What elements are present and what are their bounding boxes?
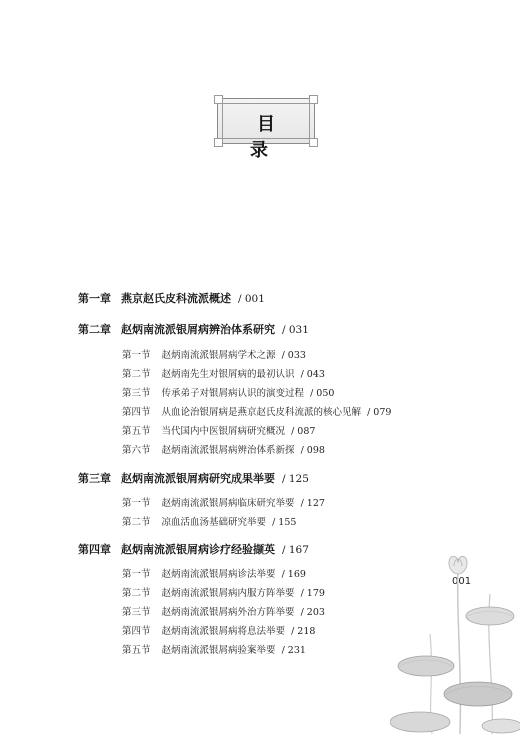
chapter-title: 赵炳南流派银屑病诊疗经验撷英: [121, 543, 275, 556]
section-title: 赵炳南流派银屑病临床研究举要: [161, 498, 295, 509]
section-page: / 169: [281, 569, 306, 580]
frame-corner-ornament: [214, 95, 223, 104]
chapter-page: / 167: [282, 544, 309, 556]
section-page: / 050: [310, 388, 335, 399]
section-title: 赵炳南流派银屑病验案举要: [161, 645, 276, 656]
toc-section[interactable]: [122, 385, 334, 399]
toc-section[interactable]: [122, 347, 306, 361]
section-page: / 203: [300, 607, 325, 618]
toc-section[interactable]: [122, 423, 315, 437]
section-number: 第三节: [122, 388, 151, 399]
section-page: / 043: [300, 369, 325, 380]
page-title: 目 录: [250, 114, 289, 161]
toc-section[interactable]: [122, 623, 315, 637]
section-number: 第五节: [122, 645, 151, 656]
toc-section[interactable]: [122, 642, 306, 656]
section-number: 第四节: [122, 407, 151, 418]
chapter-number: 第一章: [78, 292, 111, 305]
section-title: 赵炳南流派银屑病内服方阵举要: [161, 588, 295, 599]
section-title: 赵炳南流派银屑病将息法举要: [161, 626, 286, 637]
lotus-ink-illustration: [390, 554, 520, 734]
chapter-title: 赵炳南流派银屑病辨治体系研究: [121, 323, 275, 336]
toc-title-frame: [217, 98, 315, 161]
section-page: / 087: [291, 426, 316, 437]
toc-section[interactable]: [122, 566, 306, 580]
toc-section[interactable]: [122, 404, 391, 418]
page-number: 001: [452, 576, 472, 587]
chapter-page: / 031: [282, 324, 309, 336]
chapter-title: 燕京赵氏皮科流派概述: [121, 292, 231, 305]
section-title: 赵炳南流派银屑病辨治体系新探: [161, 445, 295, 456]
toc-chapter-4[interactable]: [78, 541, 309, 557]
chapter-page: / 001: [238, 293, 265, 305]
section-number: 第二节: [122, 588, 151, 599]
section-number: 第一节: [122, 569, 151, 580]
section-page: / 127: [300, 498, 325, 509]
section-number: 第三节: [122, 607, 151, 618]
section-title: 赵炳南流派银屑病诊法举要: [161, 569, 276, 580]
toc-section[interactable]: [122, 366, 325, 380]
section-title: 传承弟子对银屑病认识的演变过程: [161, 388, 305, 399]
section-number: 第二节: [122, 517, 151, 528]
section-title: 当代国内中医银屑病研究概况: [161, 426, 286, 437]
section-page: / 079: [367, 407, 392, 418]
chapter-number: 第三章: [78, 472, 111, 485]
toc-section[interactable]: [122, 442, 325, 456]
section-page: / 155: [272, 517, 297, 528]
toc-chapter-1[interactable]: [78, 290, 265, 306]
section-page: / 231: [281, 645, 306, 656]
section-page: / 179: [300, 588, 325, 599]
section-title: 赵炳南流派银屑病外治方阵举要: [161, 607, 295, 618]
section-number: 第四节: [122, 626, 151, 637]
section-title: 凉血活血汤基础研究举要: [161, 517, 267, 528]
chapter-page: / 125: [282, 473, 309, 485]
toc-section[interactable]: [122, 495, 325, 509]
toc-chapter-3[interactable]: [78, 470, 309, 486]
toc-section[interactable]: [122, 604, 325, 618]
section-number: 第二节: [122, 369, 151, 380]
chapter-number: 第四章: [78, 543, 111, 556]
toc-section[interactable]: [122, 514, 296, 528]
toc-section[interactable]: [122, 585, 325, 599]
chapter-title: 赵炳南流派银屑病研究成果举要: [121, 472, 275, 485]
toc-chapter-2[interactable]: [78, 321, 309, 337]
section-number: 第一节: [122, 498, 151, 509]
section-title: 赵炳南先生对银屑病的最初认识: [161, 369, 295, 380]
section-title: 从血论治银屑病是燕京赵氏皮科流派的核心见解: [161, 407, 362, 418]
section-number: 第五节: [122, 426, 151, 437]
section-title: 赵炳南流派银屑病学术之源: [161, 350, 276, 361]
section-number: 第六节: [122, 445, 151, 456]
section-page: / 098: [300, 445, 325, 456]
section-page: / 033: [281, 350, 306, 361]
chapter-number: 第二章: [78, 323, 111, 336]
frame-corner-ornament: [309, 95, 318, 104]
section-page: / 218: [291, 626, 316, 637]
section-number: 第一节: [122, 350, 151, 361]
